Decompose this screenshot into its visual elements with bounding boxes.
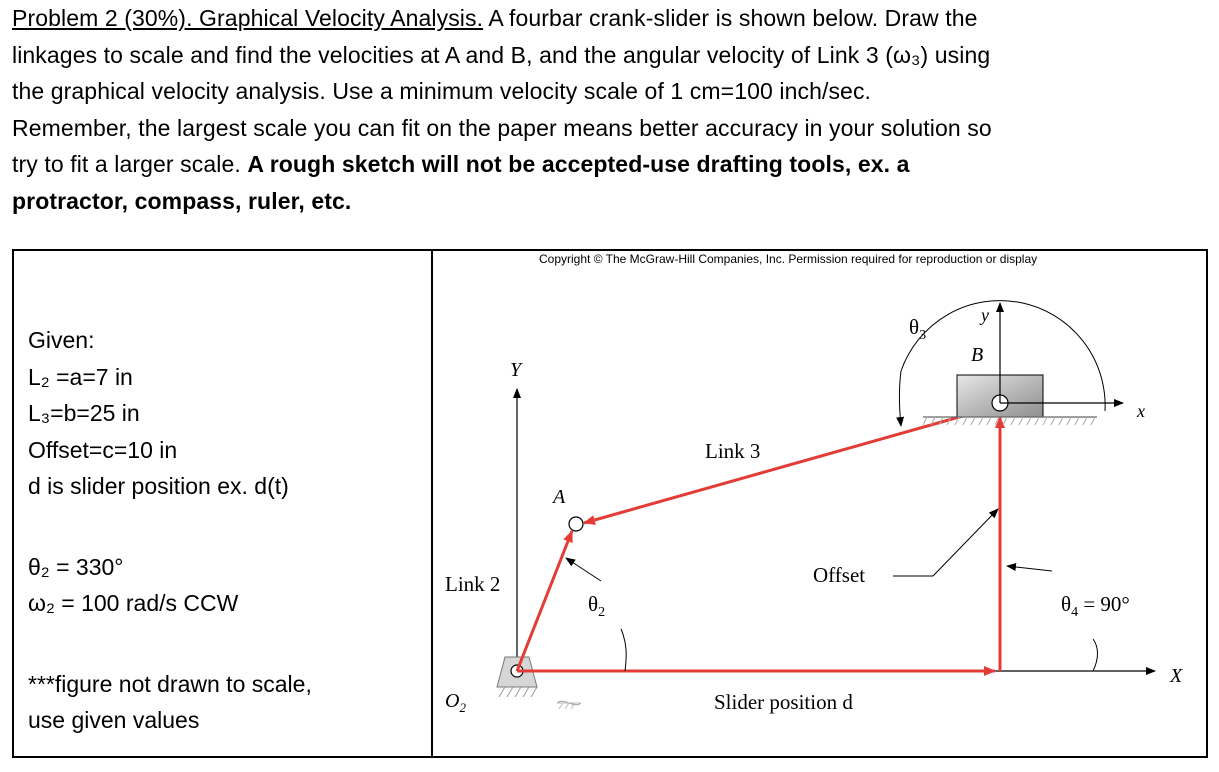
problem-line5-bold: A rough sketch will not be accepted-use drafting tools, ex. a xyxy=(247,151,910,177)
link-3 xyxy=(584,406,998,523)
label-local-y: y xyxy=(981,305,989,325)
problem-statement xyxy=(12,0,1212,219)
label-local-x: x xyxy=(1137,401,1145,421)
theta3-arc-arrow xyxy=(900,371,902,426)
label-theta4: $\theta_4 = 90^\circ$ xyxy=(1061,592,1130,620)
label-global-y: Y xyxy=(510,359,522,381)
theta2-arc xyxy=(621,629,626,671)
label-o2: $O_2$ xyxy=(445,690,466,715)
given-note-2: use given values xyxy=(28,707,200,733)
offset-leader-arrow xyxy=(933,509,998,576)
slider-ground-hatch xyxy=(923,417,1095,425)
label-slider-position: Slider position d xyxy=(714,690,853,714)
problem-line-2: linkages to scale and find the velocities at A and B, and the angular velocity of Link 3 (ω₃) using xyxy=(12,41,991,68)
problem-line1-text: A fourbar crank-slider is shown below. Draw the xyxy=(483,5,978,31)
label-b: B xyxy=(971,344,984,366)
joint-a xyxy=(569,517,583,531)
crank-slider-figure xyxy=(433,251,1206,756)
given-panel xyxy=(28,322,312,739)
given-offset: Offset=c=10 in xyxy=(28,436,178,463)
problem-line-6: protractor, compass, ruler, etc. xyxy=(12,187,352,214)
given-l3: L₃=b=25 in xyxy=(28,400,140,426)
given-theta2: θ₂ = 330° xyxy=(28,553,124,580)
theta4-arc xyxy=(1093,639,1098,671)
link-2 xyxy=(517,531,572,671)
label-global-x: X xyxy=(1170,665,1183,687)
problem-line-1 xyxy=(12,0,1212,37)
label-link3: Link 3 xyxy=(705,439,761,463)
label-link2: Link 2 xyxy=(445,572,501,596)
given-heading: Given: xyxy=(28,327,95,353)
theta2-arrow xyxy=(566,558,601,581)
label-theta3: $\theta_3$ xyxy=(909,315,927,343)
offset-leader-arrow-2 xyxy=(1007,566,1052,571)
given-omega2: ω₂ = 100 rad/s CCW xyxy=(28,590,239,616)
problem-line5-text: try to fit a larger scale. xyxy=(12,151,248,177)
copyright-text: Copyright © The McGraw-Hill Companies, Inc. Permission required for reproduction or display xyxy=(539,252,1038,266)
given-d: d is slider position ex. d(t) xyxy=(28,473,289,499)
problem-line-4: Remember, the largest scale you can fit on the paper means better accuracy in your solution so xyxy=(12,114,992,141)
label-offset: Offset xyxy=(813,563,866,587)
problem-title: Problem 2 (30%). Graphical Velocity Analysis. xyxy=(12,5,484,31)
given-l2: L₂ =a=7 in xyxy=(28,363,133,390)
problem-line-3: the graphical velocity analysis. Use a minimum velocity scale of 1 cm=100 inch/sec. xyxy=(12,78,872,104)
label-theta2: $\theta_2$ xyxy=(588,592,606,620)
label-a: A xyxy=(553,486,566,508)
ground-hatch-o2 xyxy=(499,687,537,697)
given-note-1: ***figure not drawn to scale, xyxy=(28,670,312,697)
problem-line-5 xyxy=(12,146,1212,183)
